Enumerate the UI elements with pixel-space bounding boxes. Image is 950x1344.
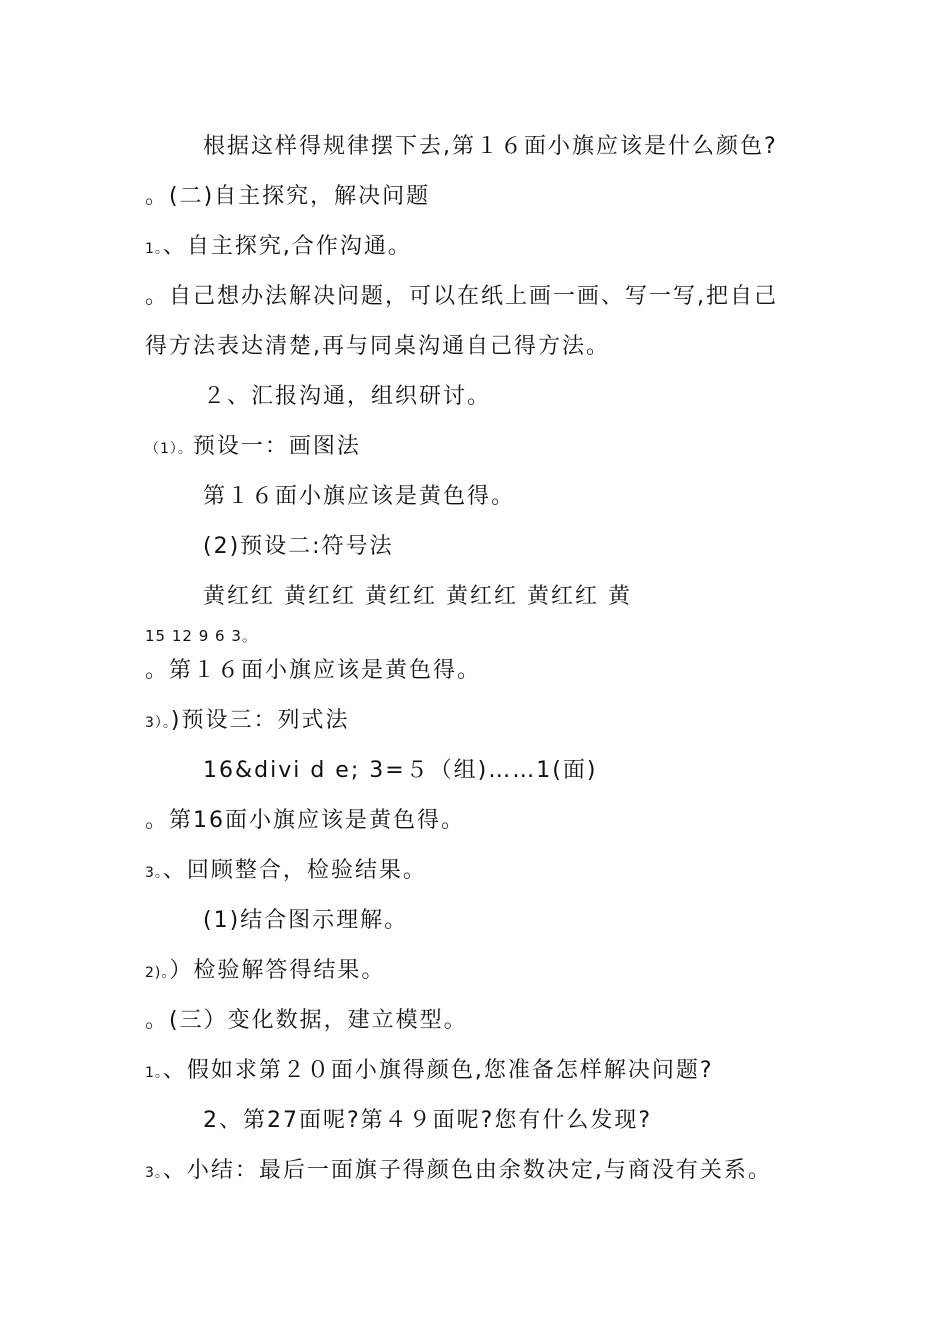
line-prefix: （1）。 bbox=[145, 441, 193, 457]
preset-1-heading bbox=[145, 432, 361, 464]
line-text: 第１６面小旗应该是黄色得。 bbox=[203, 484, 516, 509]
line-prefix: 2)。 bbox=[145, 965, 170, 981]
line-text: ）检验解答得结果。 bbox=[169, 958, 386, 983]
question-line bbox=[145, 1056, 714, 1088]
section-heading-3 bbox=[145, 1006, 468, 1038]
preset-3-heading bbox=[145, 706, 350, 738]
paragraph-line bbox=[203, 482, 515, 514]
line-text: ２、汇报沟通，组织研讨。 bbox=[203, 384, 492, 409]
paragraph-line bbox=[145, 956, 385, 988]
paragraph-line bbox=[145, 332, 610, 364]
line-prefix: 3。 bbox=[145, 865, 163, 881]
line-text: 得方法表达清楚,再与同桌沟通自己得方法。 bbox=[145, 334, 610, 359]
summary-line bbox=[145, 1156, 772, 1188]
line-text: 16&divi d e; 3=５（组)……1(面) bbox=[203, 758, 598, 783]
line-text: 。第16面小旗应该是黄色得。 bbox=[145, 808, 465, 833]
step-3-heading bbox=[145, 856, 427, 888]
line-prefix: 3。 bbox=[145, 1165, 163, 1181]
line-text: (1)结合图示理解。 bbox=[203, 908, 409, 933]
line-prefix: 3）。 bbox=[145, 715, 171, 731]
line-text: 。第１６面小旗应该是黄色得。 bbox=[145, 658, 482, 683]
line-text: 。(二)自主探究，解决问题 bbox=[145, 184, 431, 209]
line-text: )预设三：列式法 bbox=[170, 708, 350, 733]
line-text: 2、第27面呢?第４９面呢?您有什么发现? bbox=[203, 1108, 653, 1133]
paragraph-line bbox=[145, 282, 778, 314]
line-text: 15 12 9 6 3。 bbox=[145, 627, 258, 645]
step-1-heading bbox=[145, 232, 412, 264]
line-prefix: 1。 bbox=[145, 241, 163, 257]
line-text: 根据这样得规律摆下去,第１６面小旗应该是什么颜色? bbox=[203, 134, 778, 159]
line-text: 、小结：最后一面旗子得颜色由余数决定,与商没有关系。 bbox=[162, 1158, 772, 1183]
line-text: 、假如求第２０面小旗得颜色,您准备怎样解决问题? bbox=[162, 1058, 714, 1083]
paragraph-line bbox=[203, 132, 778, 164]
line-text: 。(三）变化数据，建立模型。 bbox=[145, 1008, 468, 1033]
number-sequence bbox=[145, 621, 258, 652]
line-text: 、自主探究,合作沟通。 bbox=[162, 234, 412, 259]
line-text: 、回顾整合，检验结果。 bbox=[162, 858, 427, 883]
paragraph-line bbox=[145, 806, 465, 838]
line-text: 预设一：画图法 bbox=[192, 434, 361, 459]
flag-sequence bbox=[203, 582, 632, 614]
preset-2-heading bbox=[203, 532, 394, 564]
line-text: 。自己想办法解决问题，可以在纸上画一画、写一写,把自己 bbox=[145, 284, 778, 309]
division-formula bbox=[203, 756, 597, 788]
line-prefix: 1。 bbox=[145, 1065, 163, 1081]
step-2-heading bbox=[203, 382, 491, 414]
paragraph-line bbox=[203, 906, 408, 938]
line-text: (2)预设二:符号法 bbox=[203, 534, 394, 559]
line-text: 黄红红 黄红红 黄红红 黄红红 黄红红 黄 bbox=[203, 584, 632, 609]
paragraph-line bbox=[145, 656, 481, 688]
section-heading-2 bbox=[145, 182, 430, 214]
question-line bbox=[203, 1106, 652, 1138]
